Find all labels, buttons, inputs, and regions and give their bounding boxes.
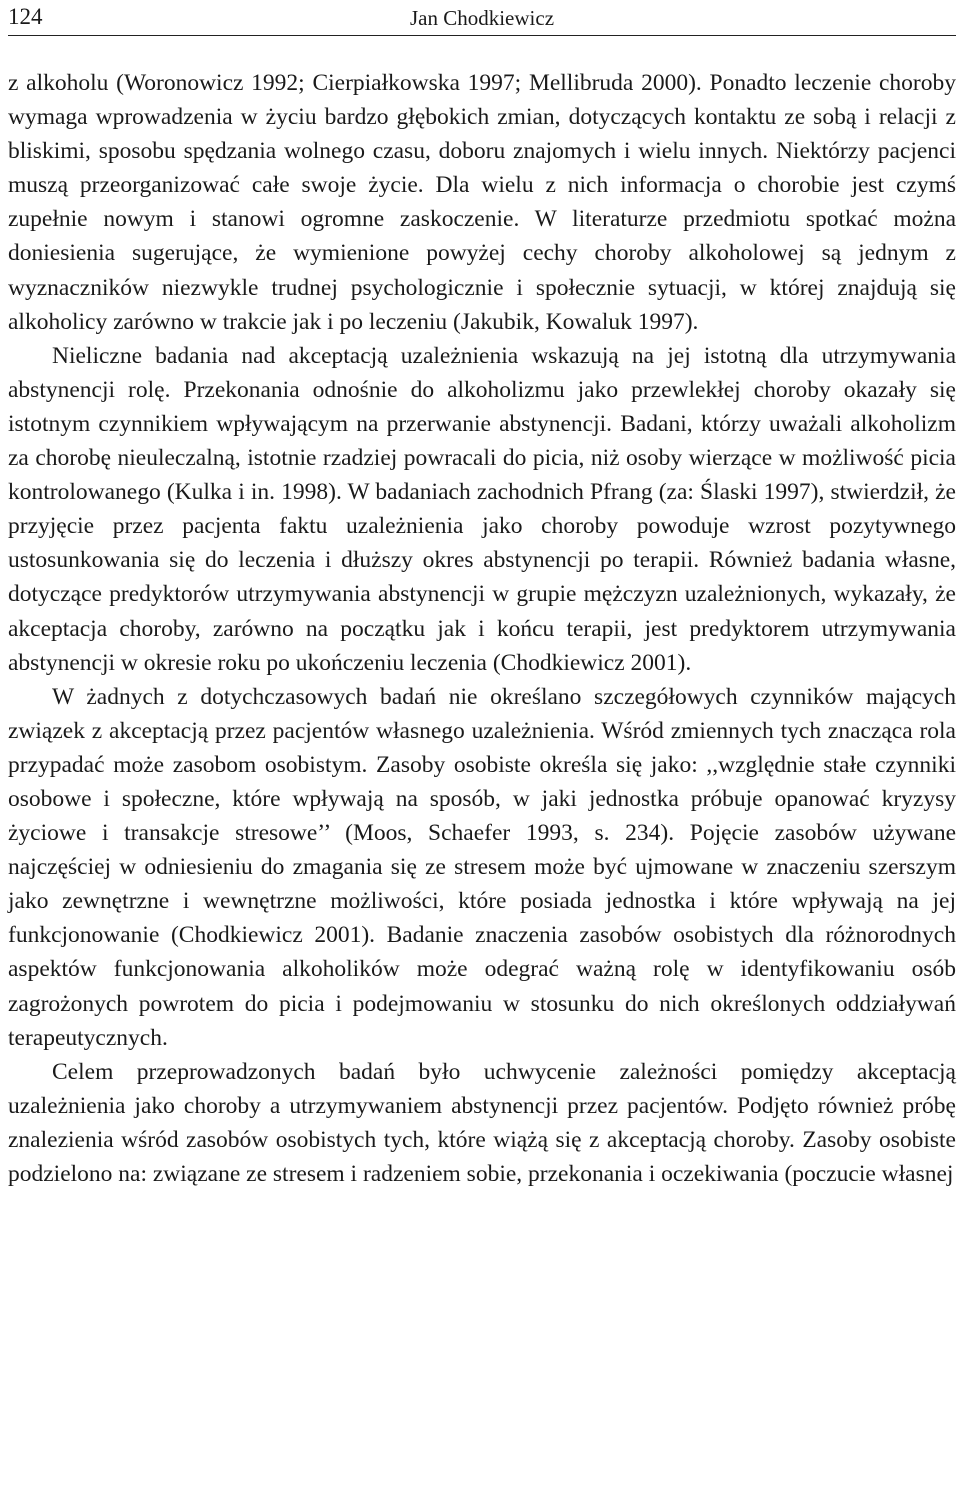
- paragraph: Celem przeprowadzonych badań było uchwycenie zależności pomiędzy akceptacją uzależnienia jako choroby a utrzymywaniem abstynencji przez pacjentów. Podjęto również próbę znalezienia wśród zasobów osobistych tych, które wiążą się z akceptacją choroby. Zasoby osobiste podzielono na: związane ze stresem i radzeniem sobie, przekonania i oczekiwania (poczucie własnej: [8, 1058, 956, 1187]
- paragraph-continuation: z alkoholu (Woronowicz 1992; Cierpiałkowska 1997; Mellibruda 2000). Ponadto leczenie choroby wymaga wprowadzenia w życiu bardzo głębokich zmian, dotyczących kontaktu ze sobą i relacji z bliskimi, sposobu spędzania wolnego czasu, doboru znajomych i wielu innych. Niektórzy pacjenci muszą przeorganizować całe swoje życie. Dla wielu z nich informacja o chorobie jest czymś zupełnie nowym i stanowi ogromne zaskoczenie. W literaturze przedmiotu spotkać można doniesienia sugerujące, że wymienione powyżej cechy choroby alkoholowej są jednym z wyznaczników niezwykle trudnej psychologicznie i społecznie sytuacji, w której znajdują się alkoholicy zarówno w trakcie jak i po leczeniu (Jakubik, Kowaluk 1997).: [8, 70, 956, 335]
- document-page: [8, 0, 956, 1187]
- running-head: Jan Chodkiewicz: [409, 6, 555, 30]
- header-rule: [8, 35, 956, 36]
- paragraph: W żadnych z dotychczasowych badań nie określano szczegółowych czynników mających związek z akceptacją przez pacjentów własnego uzależnienia. Wśród zmiennych tych znacząca rola przypadać może zasobom osobistym. Zasoby osobiste określa się jako: ,,względnie stałe czynniki osobowe i społeczne, które wpływają na sposób, w jaki jednostka próbuje opanować kryzysy życiowe i transakcje stresowe’’ (Moos, Schaefer 1993, s. 234). Pojęcie zasobów używane najczęściej w odniesieniu do zmagania się ze stresem może być ujmowane w znaczeniu szerszym jako zewnętrzne i wewnętrzne możliwości, które posiada jednostka i które wpływają na jej funkcjonowanie (Chodkiewicz 2001). Badanie znaczenia zasobów osobistych dla różnorodnych aspektów funkcjonowania alkoholików może odegrać ważną rolę w identyfikowaniu osób zagrożonych powrotem do picia i podejmowaniu w stosunku do nich określonych oddziaływań terapeutycznych.: [8, 683, 956, 1051]
- body-text: [8, 66, 956, 1191]
- paragraph: Nieliczne badania nad akceptacją uzależnienia wskazują na jej istotną dla utrzymywania abstynencji rolę. Przekonania odnośnie do alkoholizmu jako przewlekłej choroby okazały się istotnym czynnikiem wpływającym na przerwanie abstynencji. Badani, którzy uważali alkoholizm za chorobę nieuleczalną, istotnie rzadziej powracali do picia, niż osoby wierzące w możliwość picia kontrolowanego (Kulka i in. 1998). W badaniach zachodnich Pfrang (za: Ślaski 1997), stwierdził, że przyjęcie przez pacjenta faktu uzależnienia jako choroby powoduje wzrost pozytywnego ustosunkowania się do leczenia i dłuższy okres abstynencji po terapii. Również badania własne, dotyczące predyktorów utrzymywania abstynencji w grupie mężczyzn uzależnionych, wykazały, że akceptacja choroby, zarówno na początku jak i końcu terapii, jest predyktorem utrzymywania abstynencji w okresie roku po ukończeniu leczenia (Chodkiewicz 2001).: [8, 342, 956, 676]
- page-number: 124: [8, 4, 43, 29]
- page-header: [8, 4, 956, 36]
